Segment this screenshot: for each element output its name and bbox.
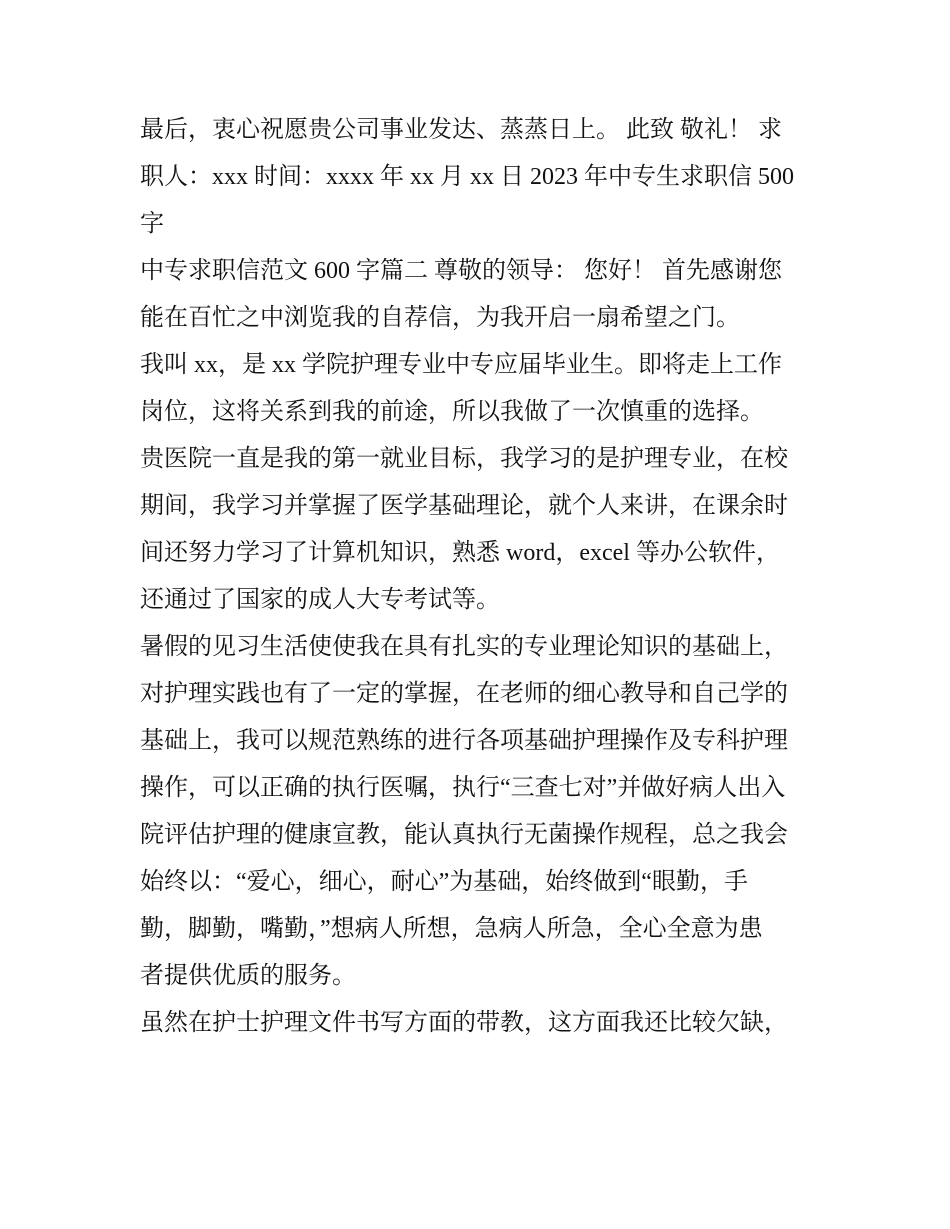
text-line: 操作，可以正确的执行医嘱，执行“三查七对”并做好病人出入 bbox=[140, 775, 786, 801]
text-line: 暑假的见习生活使使我在具有扎实的专业理论知识的基础上， bbox=[140, 634, 788, 660]
text-line: 职人：xxx 时间：xxxx 年 xx 月 xx 日 2023 年中专生求职信 500 bbox=[140, 164, 794, 190]
text-line: 岗位，这将关系到我的前途，所以我做了一次慎重的选择。 bbox=[140, 399, 764, 425]
text-line: 虽然在护士护理文件书写方面的带教，这方面我还比较欠缺， bbox=[140, 1010, 788, 1036]
text-line: 始终以：“爱心，细心，耐心”为基础，始终做到“眼勤，手 bbox=[140, 869, 748, 895]
text-line: 能在百忙之中浏览我的自荐信，为我开启一扇希望之门。 bbox=[140, 305, 740, 331]
text-line: 对护理实践也有了一定的掌握，在老师的细心教导和自己学的 bbox=[140, 681, 788, 707]
document-body bbox=[140, 107, 818, 1047]
text-line: 字 bbox=[140, 211, 164, 237]
text-line: 我叫 xx，是 xx 学院护理专业中专应届毕业生。即将走上工作 bbox=[140, 352, 782, 378]
text-line: 还通过了国家的成人大专考试等。 bbox=[140, 587, 500, 613]
text-line: 期间，我学习并掌握了医学基础理论，就个人来讲，在课余时 bbox=[140, 493, 788, 519]
text-line: 最后，衷心祝愿贵公司事业发达、蒸蒸日上。 此致 敬礼！ 求 bbox=[140, 117, 782, 143]
text-line: 基础上，我可以规范熟练的进行各项基础护理操作及专科护理 bbox=[140, 728, 788, 754]
text-line: 勤，脚勤，嘴勤，”想病人所想，急病人所急，全心全意为患 bbox=[140, 916, 763, 942]
text-line: 院评估护理的健康宣教，能认真执行无菌操作规程，总之我会 bbox=[140, 822, 788, 848]
text-line: 者提供优质的服务。 bbox=[140, 963, 356, 989]
text-line: 间还努力学习了计算机知识，熟悉 word，excel 等办公软件， bbox=[140, 540, 780, 566]
text-line: 中专求职信范文 600 字篇二 尊敬的领导： 您好！ 首先感谢您 bbox=[140, 258, 782, 284]
text-line: 贵医院一直是我的第一就业目标，我学习的是护理专业，在校 bbox=[140, 446, 788, 472]
